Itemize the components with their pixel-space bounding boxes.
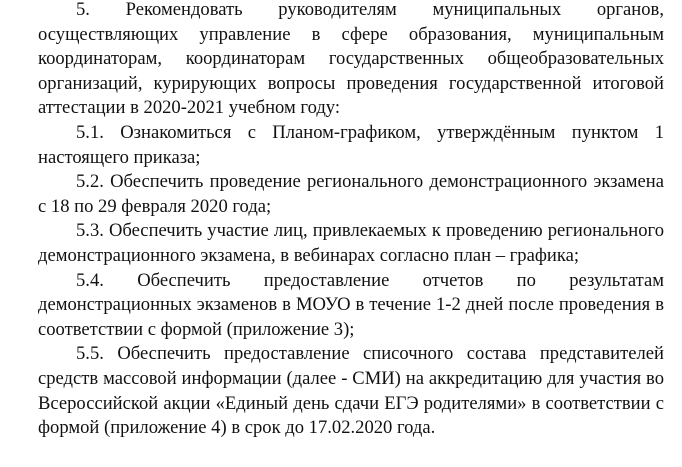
document-body: [38, 0, 664, 441]
paragraph-5-3: 5.3. Обеспечить участие лиц, привлекаемых к проведению регионального демонстрационного экзамена, в вебинарах согласно план – графика;: [38, 220, 664, 266]
paragraph-5-2: 5.2. Обеспечить проведение регионального демонстрационного экзамена с 18 по 29 февраля 2020 года;: [38, 171, 664, 217]
paragraph-5-1: 5.1. Ознакомиться с Планом-графиком, утверждённым пунктом 1 настоящего приказа;: [38, 121, 664, 168]
paragraph-5-4: 5.4. Обеспечить предоставление отчетов по результатам демонстрационных экзаменов в МОУО в течение 1-2 дней после проведения в соответствии с формой (приложение 3);: [38, 269, 664, 340]
paragraph-5: 5. Рекомендовать руководителям муниципальных органов, осуществляющих управление в сфере образования, муниципальным координаторам, координаторам государственных общеобразовательных организаций, курирующих вопросы проведения государственной итоговой аттестации в 2020-2021 учебном году:: [38, 0, 664, 119]
paragraph-5-5: 5.5. Обеспечить предоставление списочного состава представителей средств массовой информации (далее - СМИ) на аккредитацию для участия во Всероссийской акции «Единый день сдачи ЕГЭ родителями» в соответствии с формой (приложение 4) в срок до 17.02.2020 года.: [38, 343, 664, 439]
